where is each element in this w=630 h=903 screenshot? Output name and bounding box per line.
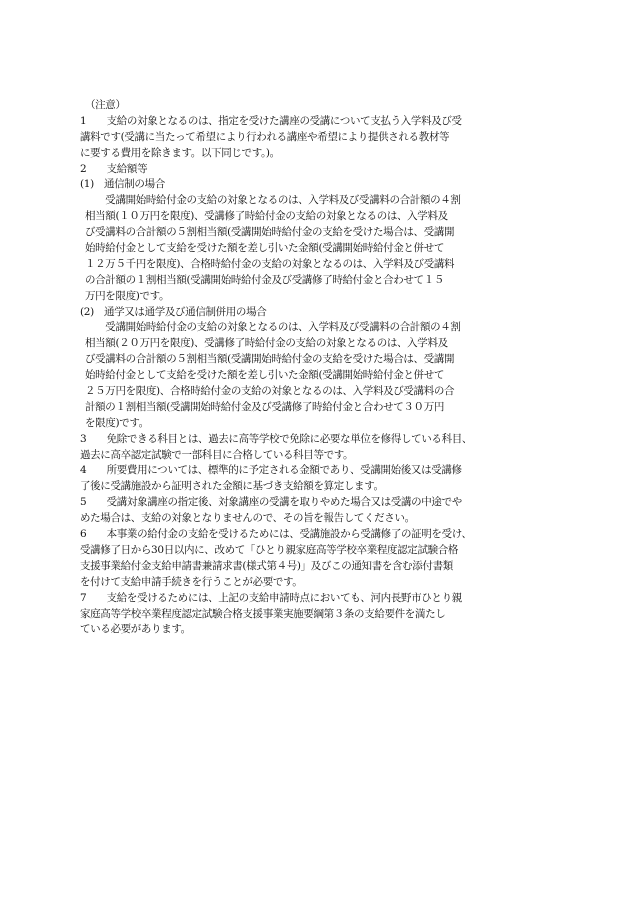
note-line: を限度)です。 xyxy=(85,416,149,429)
note-line: ている必要があります。 xyxy=(80,623,191,636)
note-line: 2 支給額等 xyxy=(80,162,148,175)
notes-heading: （注意） xyxy=(85,99,126,111)
note-line: 相当額(１０万円を限度)、受講修了時給付金の支給の対象となるのは、入学料及 xyxy=(85,210,448,223)
note-line: ２５万円を限度)、合格時給付金の支給の対象となるのは、入学料及び受講料の合 xyxy=(85,385,455,398)
note-item-7 xyxy=(80,591,555,639)
note-item-3 xyxy=(80,432,555,464)
note-line: 了後に受講施設から証明された金額に基づき支給額を算定します。 xyxy=(80,480,384,493)
note-line: 家庭高等学校卒業程度認定試験合格支援事業実施要綱第３条の支給要件を満たし xyxy=(80,607,446,620)
note-line: に要する費用を除きます。以下同じです。)。 xyxy=(80,146,280,159)
note-subheading: (2) 通学又は通学及び通信制併用の場合 xyxy=(80,305,267,318)
note-line: 3 免除できる科目とは、過去に高等学校で免除に必要な単位を修得している科目、 xyxy=(80,432,473,445)
note-subheading: (1) 通信制の場合 xyxy=(80,178,165,191)
note-line: 4 所要費用については、標準的に予定される金額であり、受講開始後又は受講修 xyxy=(80,464,462,477)
note-item-2 xyxy=(80,162,555,432)
note-line: 始時給付金として支給を受けた額を差し引いた金額(受講開始時給付金と併せて xyxy=(85,242,444,255)
note-line: １２万５千円を限度)、合格時給付金の支給の対象となるのは、入学料及び受講料 xyxy=(85,257,455,270)
note-line: 始時給付金として支給を受けた額を差し引いた金額(受講開始時給付金と併せて xyxy=(85,369,444,382)
note-line: を付けて支給申請手続きを行うことが必要です。 xyxy=(80,575,303,588)
note-line: 5 受講対象講座の指定後、対象講座の受講を取りやめた場合又は受講の中途でや xyxy=(80,496,462,509)
note-item-5 xyxy=(80,495,555,527)
note-line: び受講料の合計額の５割相当額(受講開始時給付金の支給を受けた場合は、受講開 xyxy=(85,353,455,366)
note-line: めた場合は、支給の対象となりませんので、その旨を報告してください。 xyxy=(80,512,415,525)
note-line: の合計額の１割相当額(受講開始時給付金及び受講修了時給付金と合わせて１５ xyxy=(85,273,444,286)
note-line: 受講開始時給付金の支給の対象となるのは、入学料及び受講料の合計額の４割 xyxy=(85,321,461,334)
note-line: 相当額(２０万円を限度)、受講修了時給付金の支給の対象となるのは、入学料及 xyxy=(85,337,448,350)
note-item-6 xyxy=(80,527,555,591)
note-item-4 xyxy=(80,463,555,495)
note-line: び受講料の合計額の５割相当額(受講開始時給付金の支給を受けた場合は、受講開 xyxy=(85,226,455,239)
note-line: 過去に高卒認定試験で一部科目に合格している科目等です。 xyxy=(80,448,354,461)
note-line: 1 支給の対象となるのは、指定を受けた講座の受講について支払う入学料及び受 xyxy=(80,114,462,127)
note-line: 7 支給を受けるためには、上記の支給申請時点においても、河内長野市ひとり親 xyxy=(80,591,462,604)
notes-section xyxy=(80,98,555,638)
note-line: 計額の１割相当額(受講開始時給付金及び受講修了時給付金と合わせて３０万円 xyxy=(85,400,444,413)
note-line: 支援事業給付金支給申請書兼請求書(様式第４号)」及びこの通知書を含む添付書類 xyxy=(80,559,453,572)
note-line: 受講開始時給付金の支給の対象となるのは、入学料及び受講料の合計額の４割 xyxy=(85,194,461,207)
note-line: 受講修了日から30日以内に、改めて「ひとり親家庭高等学校卒業程度認定試験合格 xyxy=(80,543,459,556)
note-line: 万円を限度)です。 xyxy=(85,289,170,302)
note-line: 講料です(受講に当たって希望により行われる講座や希望により提供される教材等 xyxy=(80,130,450,143)
note-item-1 xyxy=(80,114,555,162)
note-line: 6 本事業の給付金の支給を受けるためには、受講施設から受講修了の証明を受け、 xyxy=(80,528,472,541)
